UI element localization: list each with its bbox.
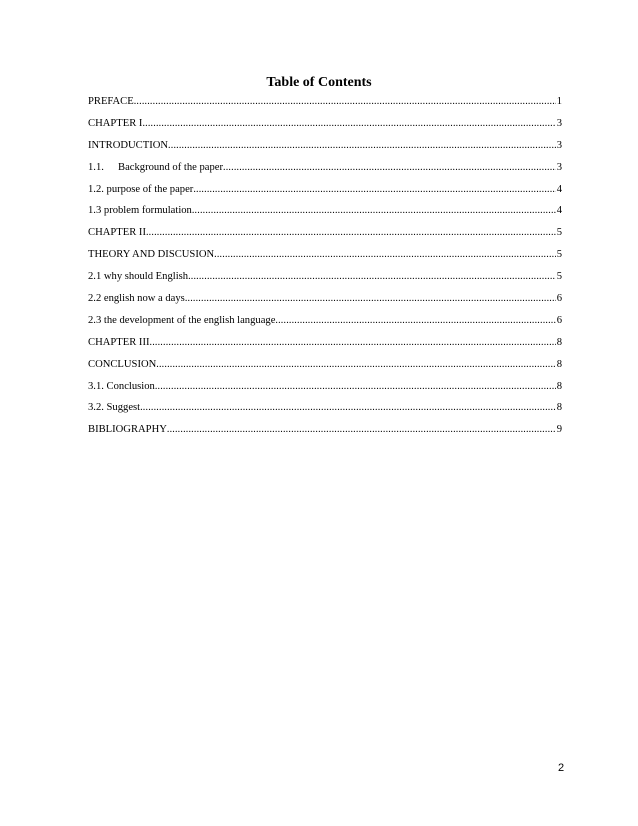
toc-leader-dots bbox=[185, 292, 556, 306]
toc-entry-suggest[interactable] bbox=[88, 401, 562, 423]
toc-entry-text: 2.3 the development of the english language bbox=[88, 314, 276, 326]
toc-leader-dots bbox=[188, 270, 556, 284]
toc-entry-page: 3 bbox=[556, 117, 562, 129]
toc-entry-background[interactable] bbox=[88, 161, 562, 183]
toc-entry-text: 1.2. purpose of the paper bbox=[88, 183, 194, 195]
toc-entry-text: 3.2. Suggest bbox=[88, 402, 141, 414]
toc-entry-page: 5 bbox=[556, 271, 562, 283]
toc-list bbox=[88, 95, 562, 445]
toc-entry-text: 2.1 why should English bbox=[88, 271, 189, 283]
toc-entry-page: 8 bbox=[556, 336, 562, 348]
toc-leader-dots bbox=[155, 380, 556, 394]
toc-entry-text: 3.1. Conclusion bbox=[88, 380, 155, 392]
toc-entry-chapter-1[interactable] bbox=[88, 117, 562, 139]
toc-entry-why-english[interactable] bbox=[88, 270, 562, 292]
toc-title: Table of Contents bbox=[266, 75, 372, 90]
toc-entry-chapter-2[interactable] bbox=[88, 226, 562, 248]
toc-entry-text: INTRODUCTION bbox=[88, 139, 169, 151]
toc-entry-page: 3 bbox=[556, 139, 562, 151]
toc-entry-page: 5 bbox=[556, 249, 562, 261]
toc-entry-page: 8 bbox=[556, 402, 562, 414]
toc-leader-dots bbox=[192, 204, 556, 218]
toc-entry-text: CHAPTER I bbox=[88, 117, 143, 129]
toc-entry-page: 9 bbox=[556, 424, 562, 436]
toc-entry-chapter-3[interactable] bbox=[88, 336, 562, 358]
toc-entry-text: 2.2 english now a days bbox=[88, 293, 185, 305]
toc-entry-number: 1.1. bbox=[88, 161, 104, 173]
toc-entry-page: 8 bbox=[556, 380, 562, 392]
toc-entry-problem-formulation[interactable] bbox=[88, 204, 562, 226]
toc-leader-dots bbox=[223, 161, 556, 175]
toc-entry-english-now[interactable] bbox=[88, 292, 562, 314]
toc-entry-text: Background of the paper bbox=[118, 161, 224, 173]
toc-leader-dots bbox=[193, 183, 555, 197]
toc-leader-dots bbox=[140, 401, 556, 415]
toc-leader-dots bbox=[214, 248, 556, 262]
toc-leader-dots bbox=[168, 139, 556, 153]
toc-entry-text: CHAPTER III bbox=[88, 336, 150, 348]
toc-entry-page: 3 bbox=[556, 161, 562, 173]
toc-leader-dots bbox=[142, 117, 555, 131]
toc-entry-bibliography[interactable] bbox=[88, 423, 562, 445]
toc-entry-page: 4 bbox=[556, 183, 562, 195]
toc-entry-text: BIBLIOGRAPHY bbox=[88, 424, 167, 436]
toc-entry-conclusion[interactable] bbox=[88, 380, 562, 402]
toc-leader-dots bbox=[275, 314, 555, 328]
toc-leader-dots bbox=[134, 95, 556, 109]
toc-entry-page: 6 bbox=[556, 314, 562, 326]
toc-entry-text: 1.3 problem formulation bbox=[88, 205, 192, 217]
toc-entry-theory-discussion[interactable] bbox=[88, 248, 562, 270]
toc-entry-page: 8 bbox=[556, 358, 562, 370]
toc-leader-dots bbox=[146, 226, 556, 240]
page-number: 2 bbox=[557, 762, 565, 774]
toc-entry-page: 1 bbox=[556, 96, 562, 107]
toc-entry-purpose[interactable] bbox=[88, 183, 562, 205]
toc-entry-text: PREFACE bbox=[88, 96, 134, 107]
toc-entry-development[interactable] bbox=[88, 314, 562, 336]
toc-entry-introduction[interactable] bbox=[88, 139, 562, 161]
toc-leader-dots bbox=[150, 336, 556, 350]
toc-leader-dots bbox=[167, 423, 556, 437]
toc-entry-page: 6 bbox=[556, 293, 562, 305]
toc-entry-conclusion-heading[interactable] bbox=[88, 358, 562, 380]
toc-entry-text: THEORY AND DISCUSION bbox=[88, 249, 215, 261]
toc-entry-text: CHAPTER II bbox=[88, 227, 146, 239]
toc-leader-dots bbox=[156, 358, 555, 372]
toc-entry-text: CONCLUSION bbox=[88, 358, 157, 370]
toc-entry-preface[interactable] bbox=[88, 95, 562, 117]
toc-entry-page: 4 bbox=[556, 205, 562, 217]
toc-entry-page: 5 bbox=[556, 227, 562, 239]
